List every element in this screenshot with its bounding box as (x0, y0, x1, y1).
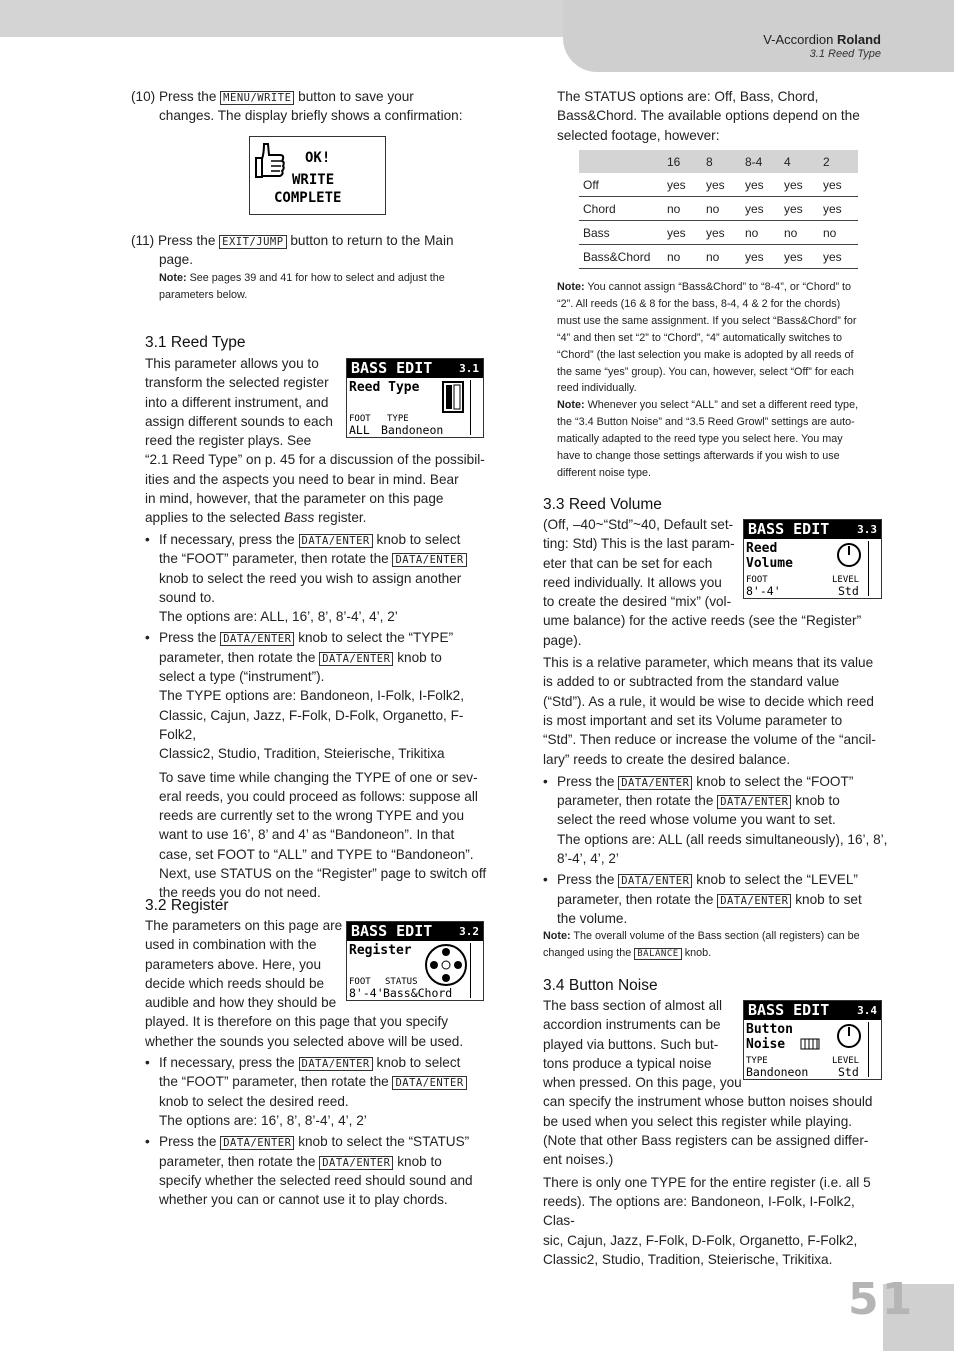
section-3-1-text: This parameter allows you to transform the selected register into a different instrument, and assign different sounds to each reed the register plays. See “2.1 Reed Type” on p. 45 for a discussion of the possibil- ities and the aspects you need to bear in mind. Bear in mind, however, that the parameter on this page applies to the selected Bass register. (145, 356, 485, 526)
status-intro: The STATUS options are: Off, Bass, Chord, Bass&Chord. The available options depend on the selected footage, however: (557, 89, 860, 143)
balance-button: BALANCE (634, 948, 681, 960)
step-11: (11) Press the EXIT/JUMP button to return to the Main page. Note: See pages 39 and 41 for how to select and adjust the parameters below. (131, 233, 454, 301)
data-enter-button: DATA/ENTER (717, 795, 791, 809)
register-icon (424, 943, 468, 987)
menu-write-button: MENU/WRITE (220, 91, 294, 105)
header-tab (563, 0, 954, 72)
section-3-3-text: (Off, –40~“Std”~40, Default set- ting: Std) This is the last param- eter that can be set for each reed individually. It allows you to create the desired “mix” (vol- ume balance) for the active reeds (see the “Register” page). This is a relative parameter, which means that its value is added to or subtracted from the standard value (“Std”). As a rule, it would be wise to decide which reed is most important and set its Volume parameter to “Std”. Then reduce or increase the volume of the “ancil- lary” reeds to create the desired balance. • Press the DATA/ENTER knob to select the “FOOT” parameter, then rotate the DATA/ENTER knob to select the reed whose volume you want to set. The options are: ALL (all reeds simultaneously), 16’, 8’, 8’-4’, 4’, 2’ • Press the DATA/ENTER knob to select the “LEVEL” parameter, then rotate the DATA/ENTER knob to set the volume. Note: The overall volume of the Bass section (all registers) can be changed using the BALANCE knob. (543, 517, 888, 960)
data-enter-button: DATA/ENTER (220, 632, 294, 646)
data-enter-button: DATA/ENTER (299, 534, 373, 548)
heading-3-2: 3.2 Register (145, 897, 229, 914)
lcd-reed-type: BASS EDIT 3.1 Reed Type FOOT TYPE ALL Bandoneon (346, 358, 484, 438)
confirm-lcd: OK! WRITE COMPLETE (249, 136, 386, 215)
data-enter-button: DATA/ENTER (392, 553, 466, 567)
step-10: (10) Press the MENU/WRITE button to save your changes. The display briefly shows a confirmation: (131, 89, 463, 124)
header-title: V-Accordion Roland (763, 32, 881, 47)
data-enter-button: DATA/ENTER (392, 1076, 466, 1090)
table-row: Chord no no yes yes yes (579, 197, 858, 221)
lcd-scrollbar (868, 1022, 880, 1077)
heading-3-1: 3.1 Reed Type (145, 334, 246, 351)
section-3-2-text: The parameters on this page are used in combination with the parameters above. Here, you decide which reeds should be audible and how they should be played. It is therefore on this page that you specify whether the sounds you selected above will be used. • If necessary, press the DATA/ENTER knob to select the “FOOT” parameter, then rotate the DATA/ENTER knob to select the desired reed. The options are: 16’, 8’, 8’-4’, 4’, 2’ • Press the DATA/ENTER knob to select the “STATUS” parameter, then rotate the DATA/ENTER knob to specify whether the selected reed should sound and whether you can or cannot use it to play chords. (145, 918, 473, 1208)
level-knob-icon (836, 1023, 862, 1049)
heading-3-3: 3.3 Reed Volume (543, 496, 662, 513)
table-header-row: 16 8 8-4 4 2 (579, 150, 858, 173)
lcd-scrollbar (868, 541, 880, 596)
lcd-register: BASS EDIT 3.2 Register FOOT STATUS 8'-4' Bass&Chord (346, 921, 484, 1001)
lcd-reed-volume: BASS EDIT 3.3 Reed Volume FOOT LEVEL 8'-4' Std (743, 519, 882, 599)
heading-3-4: 3.4 Button Noise (543, 977, 658, 994)
data-enter-button: DATA/ENTER (299, 1057, 373, 1071)
lcd-scrollbar (470, 943, 482, 998)
table-row: Off yes yes yes yes yes (579, 173, 858, 197)
lcd-scrollbar (470, 380, 482, 435)
data-enter-button: DATA/ENTER (618, 874, 692, 888)
data-enter-button: DATA/ENTER (717, 894, 791, 908)
keyboard-icon (800, 1038, 820, 1050)
table-row: Bass yes yes no no no (579, 221, 858, 245)
data-enter-button: DATA/ENTER (319, 652, 393, 666)
exit-jump-button: EXIT/JUMP (219, 235, 286, 249)
header-section: 3.1 Reed Type (809, 48, 881, 60)
data-enter-button: DATA/ENTER (319, 1156, 393, 1170)
notes: Note: You cannot assign “Bass&Chord” to “8-4”, or “Chord” to “2”. All reeds (16 & 8 for the bass, 8-4, 4 & 2 for the chords) must use the same assignment. If you select “Bass&Chord” for “4” and then set “2” to “Chord”, “4” automatically switches to “Chord” (the last selection you make is adopted by all reeds of the same “yes” group). You can, however, select “Off” for each reed individually. Note: Whenever you select “ALL” and set a different reed type, the “3.4 Button Noise” and “3.5 Reed Growl” settings are auto- matically adapted to the reed type you select here. You may have to change those settings afterwards if you wish to use different noise type. (557, 281, 859, 479)
reed-icon (442, 381, 464, 413)
section-3-4-text: The bass section of almost all accordion instruments can be played via buttons. Such but- tons produce a typical noise when pressed. On this page, you can specify the instrument whose button noises should be used when you select this register while playing. (Note that other Bass registers can be assigned differ- ent noises.) There is only one TYPE for the entire register (i.e. all 5 reeds). The options are: Bandoneon, I-Folk, I-Folk2, Clas- sic, Cajun, Jazz, F-Folk, D-Folk, Organetto, F-Folk2, Classic2, Studio, Tradition, Steierische, Trikitixa. (543, 998, 873, 1267)
data-enter-button: DATA/ENTER (220, 1136, 294, 1150)
lcd-button-noise: BASS EDIT 3.4 Button Noise TYPE LEVEL Bandoneon Std (743, 1000, 882, 1080)
page-number: 51 (848, 1274, 916, 1325)
data-enter-button: DATA/ENTER (618, 776, 692, 790)
thumbs-up-icon (254, 141, 288, 185)
status-table (579, 150, 858, 269)
table-row: Bass&Chord no no yes yes yes (579, 245, 858, 269)
section-3-1-bullets: • If necessary, press the DATA/ENTER knob to select the “FOOT” parameter, then rotate the DATA/ENTER knob to select the reed you wish to assign another sound to. The options are: ALL, 16’, 8’, 8’-4’, 4’, 2’ • Press the DATA/ENTER knob to select the “TYPE” parameter, then rotate the DATA/ENTER knob to select a type (“instrument”). The TYPE options are: Bandoneon, I-Folk, I-Folk2, Classic, Cajun, Jazz, F-Folk, D-Folk, Organetto, F-Folk2, Classic2, Studio, Tradition, Steierische, Trikitixa To save time while changing the TYPE of one or sev- eral reeds, you could proceed as follows: suppose all reeds are currently set to the wrong TYPE and you want to use 16’, 8’ and 4’ as “Bandoneon”. In that case, set FOOT to “ALL” and TYPE to “Bandoneon”. Next, use STATUS on the “Register” page to switch off the reeds you do not need. (145, 532, 487, 901)
level-knob-icon (836, 542, 862, 568)
